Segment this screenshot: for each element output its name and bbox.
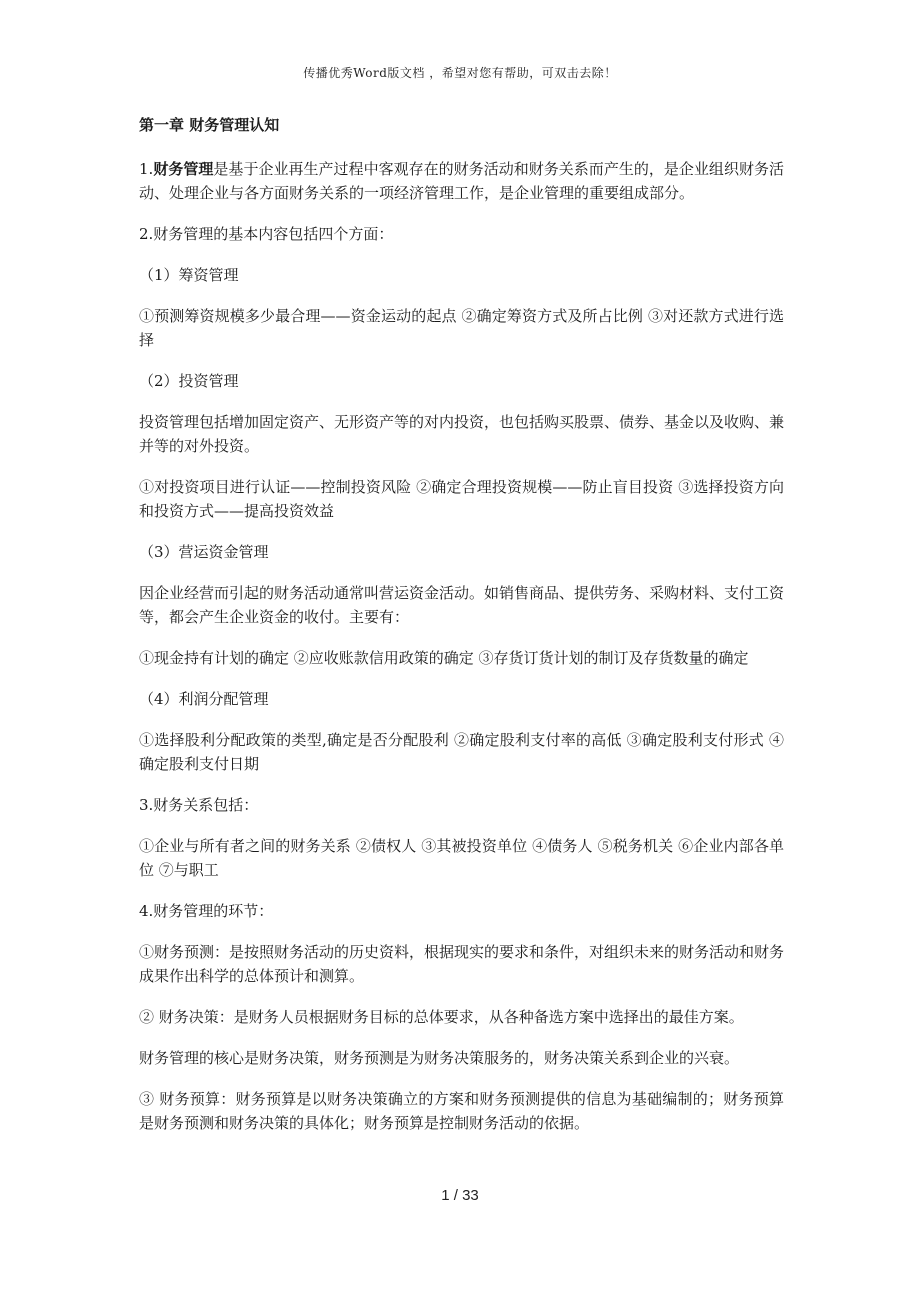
paragraph-basic-content: 2.财务管理的基本内容包括四个方面： <box>139 225 394 243</box>
step-forecast: ①财务预测：是按照财务活动的历史资料，根据现实的要求和条件，对组织未来的财务活动和财务成果作出科学的总体预计和测算。 <box>139 943 785 985</box>
document-body <box>139 113 784 1152</box>
paragraph-core-decision: 财务管理的核心是财务决策，财务预测是为财务决策服务的，财务决策关系到企业的兴衰。 <box>139 1049 740 1067</box>
financial-relations-items: ①企业与所有者之间的财务关系 ②债权人 ③其被投资单位 ④债务人 ⑤税务机关 ⑥企业内部各单位 ⑦与职工 <box>139 837 784 879</box>
chapter-title: 第一章 财务管理认知 <box>139 116 280 134</box>
section-heading-working-capital: （3）营运资金管理 <box>139 543 269 561</box>
section-heading-profit-distribution: （4）利润分配管理 <box>139 690 269 708</box>
paragraph-financial-relations: 3.财务关系包括： <box>139 796 259 814</box>
section-heading-investment: （2）投资管理 <box>139 372 239 390</box>
working-capital-description: 因企业经营而引起的财务活动通常叫营运资金活动。如销售商品、提供劳务、采购材料、支付工资等，都会产生企业资金的收付。主要有： <box>139 584 785 626</box>
section-heading-financing: （1）筹资管理 <box>139 266 239 284</box>
paragraph-definition <box>139 157 784 205</box>
investment-description: 投资管理包括增加固定资产、无形资产等的对内投资，也包括购买股票、债券、基金以及收购、兼并等的对外投资。 <box>139 413 785 455</box>
paragraph-text: 是基于企业再生产过程中客观存在的财务活动和财务关系而产生的，是企业组织财务活动、处理企业与各方面财务关系的一项经济管理工作，是企业管理的重要组成部分。 <box>139 160 784 202</box>
step-budget: ③ 财务预算：财务预算是以财务决策确立的方案和财务预测提供的信息为基础编制的；财务预算是财务预测和财务决策的具体化；财务预算是控制财务活动的依据。 <box>139 1090 784 1132</box>
investment-items: ①对投资项目进行认证——控制投资风险 ②确定合理投资规模——防止盲目投资 ③选择投资方向和投资方式——提高投资效益 <box>139 478 784 520</box>
step-decision: ② 财务决策：是财务人员根据财务目标的总体要求，从各种备选方案中选择出的最佳方案。 <box>139 1008 744 1026</box>
page-number: 1 / 33 <box>441 1187 479 1204</box>
financing-items: ①预测筹资规模多少最合理——资金运动的起点 ②确定筹资方式及所占比例 ③对还款方式进行选择 <box>139 307 784 349</box>
working-capital-items: ①现金持有计划的确定 ②应收账款信用政策的确定 ③存货订货计划的制订及存货数量的确定 <box>139 649 749 667</box>
key-term: 财务管理 <box>153 160 214 178</box>
paragraph-number: 1. <box>139 160 154 178</box>
document-header-notice: 传播优秀Word版文档 ，希望对您有帮助，可双击去除！ <box>303 66 617 80</box>
paragraph-management-steps: 4.财务管理的环节： <box>139 902 274 920</box>
profit-distribution-items: ①选择股利分配政策的类型,确定是否分配股利 ②确定股利支付率的高低 ③确定股利支付形式 ④确定股利支付日期 <box>139 731 784 773</box>
